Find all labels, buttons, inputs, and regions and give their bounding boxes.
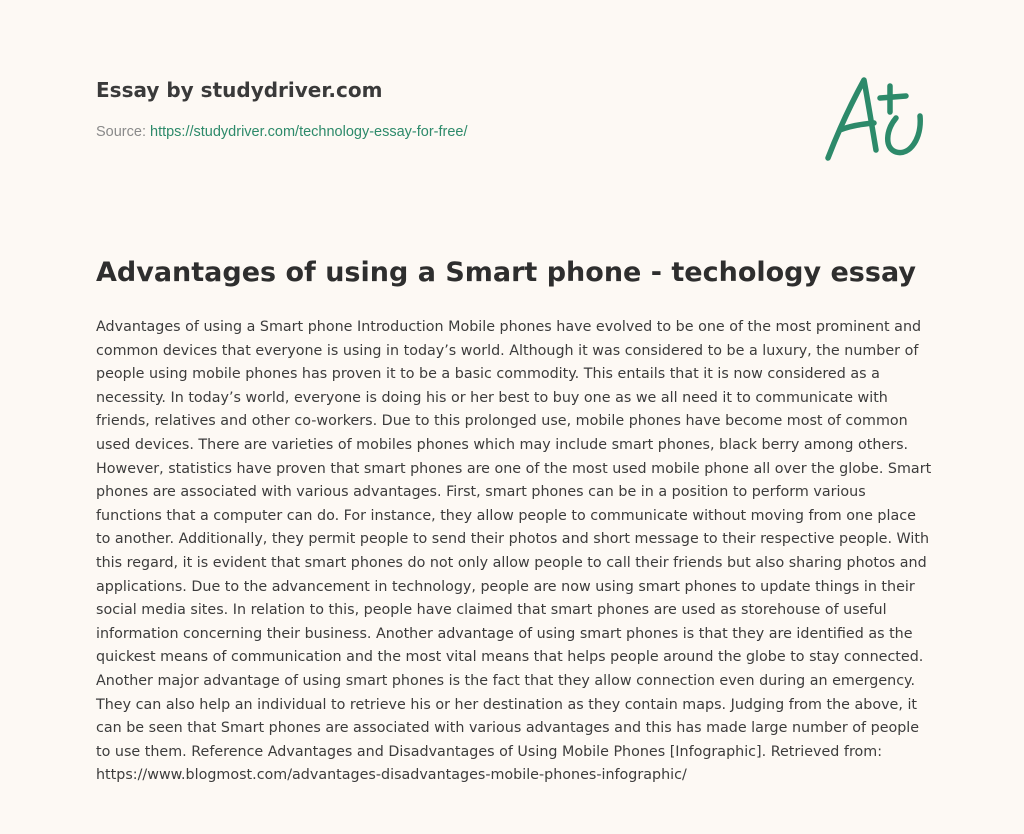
- source-line: [96, 122, 736, 142]
- essay-title: Advantages of using a Smart phone - techology essay: [96, 257, 916, 288]
- a-plus-logo-icon: [822, 68, 930, 164]
- source-label: Source:: [96, 124, 150, 140]
- essay-body: Advantages of using a Smart phone Introduction Mobile phones have evolved to be one of the most prominent and common devices that everyone is using in today’s world. Although it was considered to be a luxury, the number of people using mobile phones has proven it to be a basic commodity. This entails that it is now considered as a necessity. In today’s world, everyone is doing his or her best to buy one as we all need it to communicate with friends, relatives and other co-workers. Due to this prolonged use, mobile phones have become most of common used devices. There are varieties of mobiles phones which may include smart phones, black berry among others. However, statistics have proven that smart phones are one of the most used mobile phone all over the globe. Smart phones are associated with various advantages. First, smart phones can be in a position to perform various functions that a computer can do. For instance, they allow people to communicate without moving from one place to another. Additionally, they permit people to send their photos and short message to their respective people. With this regard, it is evident that smart phones do not only allow people to call their friends but also sharing photos and applications. Due to the advancement in technology, people are now using smart phones to update things in their social media sites. In relation to this, people have claimed that smart phones are used as storehouse of useful information concerning their business. Another advantage of using smart phones is that they are identified as the quickest means of communication and the most vital means that helps people around the globe to stay connected. Another major advantage of using smart phones is the fact that they allow connection even during an emergency. They can also help an individual to retrieve his or her destination as they contain maps. Judging from the above, it can be seen that Smart phones are associated with various advantages and this has made large number of people to use them. Reference Advantages and Disadvantages of Using Mobile Phones [Infographic]. Retrieved from: https://www.blogmost.com/advantages-disadvantages-mobile-phones-infographic/: [96, 319, 932, 784]
- source-link[interactable]: https://studydriver.com/technology-essay-for-free/: [150, 124, 468, 140]
- site-title: Essay by studydriver.com: [96, 78, 383, 102]
- page-header: [96, 76, 736, 142]
